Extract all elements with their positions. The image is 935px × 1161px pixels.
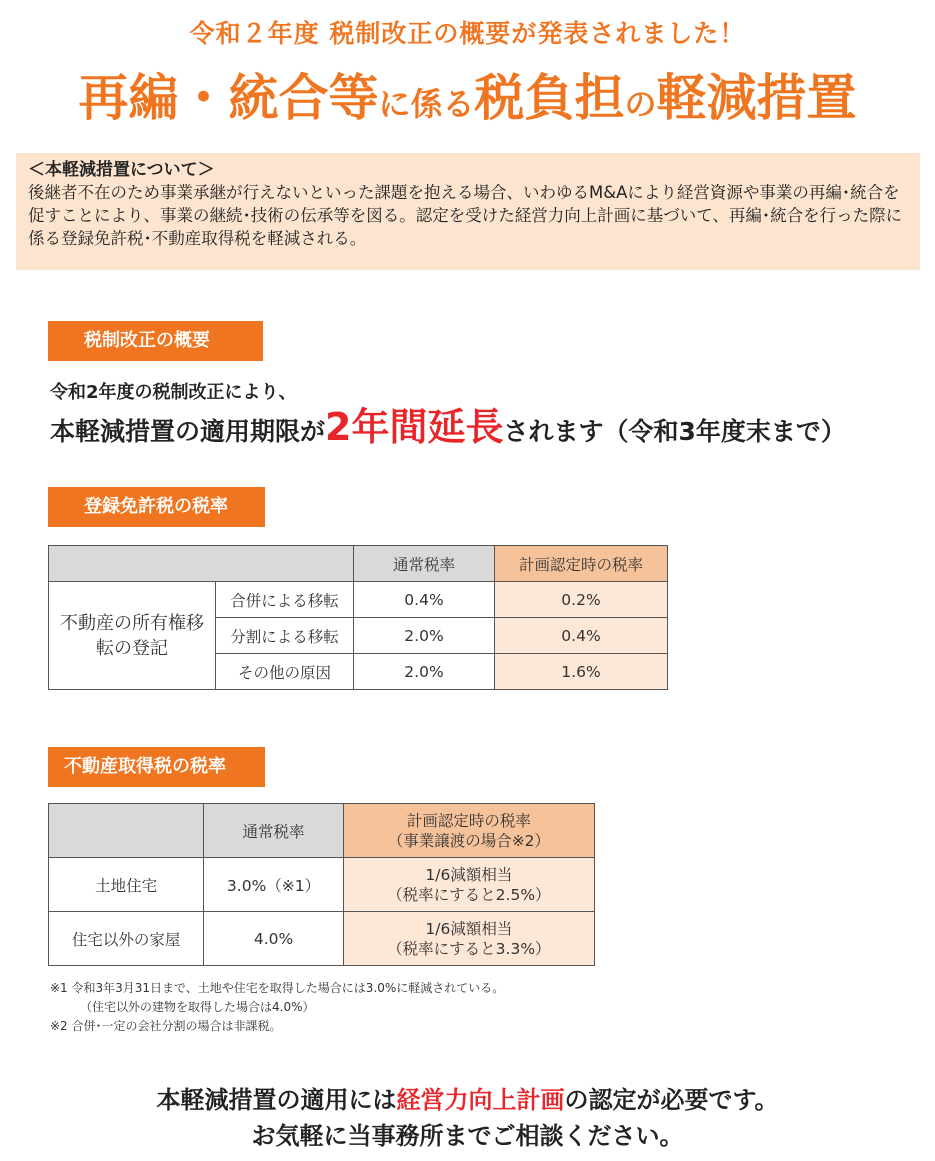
title-part1: 再編・統合等 bbox=[78, 69, 379, 127]
row-certified bbox=[343, 912, 594, 966]
title-part5: 軽減措置 bbox=[656, 69, 857, 127]
overview-highlight: 2年間延長 bbox=[325, 405, 504, 449]
closing-line1-pre: 本軽減措置の適用には bbox=[156, 1086, 397, 1114]
row-certified-line1: 1/6減額相当 bbox=[425, 865, 513, 884]
row-certified: 1.6% bbox=[495, 654, 668, 690]
overview-line2-post: されます（令和3年度末まで） bbox=[503, 417, 846, 446]
col-header-certified bbox=[343, 804, 594, 858]
table-row bbox=[49, 858, 595, 912]
closing-line1-post: の認定が必要です。 bbox=[564, 1086, 779, 1114]
row-name: 合併による移転 bbox=[216, 582, 354, 618]
registration-tax-table bbox=[48, 545, 668, 690]
row-certified bbox=[343, 858, 594, 912]
col-header-normal: 通常税率 bbox=[204, 804, 343, 858]
row-certified-line2: （税率にすると3.3%） bbox=[387, 939, 551, 958]
table-corner bbox=[49, 546, 354, 582]
closing-line2: お気軽に当事務所までご相談ください。 bbox=[251, 1122, 684, 1150]
table-row bbox=[49, 582, 668, 618]
about-body: 後継者不在のため事業承継が行えないといった課題を抱える場合、いわゆるM&Aにより経営資源や事業の再編･統合を促すことにより、事業の継続･技術の伝承等を図る。認定を受けた経営力向上計画に基づいて、再編･統合を行った際に係る登録免許税･不動産取得税を軽減される。 bbox=[28, 183, 903, 248]
page-title bbox=[0, 58, 935, 130]
about-title: ＜本軽減措置について＞ bbox=[28, 160, 215, 180]
row-name: その他の原因 bbox=[216, 654, 354, 690]
footnote-1: ※1 令和3年3月31日まで、土地や住宅を取得した場合には3.0%に軽減されている。 bbox=[50, 981, 505, 995]
section-label-registration-tax: 登録免許税の税率 bbox=[48, 487, 265, 527]
title-part3: 税負担 bbox=[474, 69, 625, 127]
row-normal: 3.0%（※1） bbox=[204, 858, 343, 912]
footnote-1b: （住宅以外の建物を取得した場合は4.0%） bbox=[80, 1000, 315, 1014]
row-name: 土地住宅 bbox=[49, 858, 204, 912]
kicker-text: 令和２年度 税制改正の概要が発表されました！ bbox=[189, 19, 746, 48]
row-normal: 4.0% bbox=[204, 912, 343, 966]
footnotes bbox=[50, 979, 504, 1036]
row-normal: 0.4% bbox=[354, 582, 495, 618]
overview-line1: 令和2年度の税制改正により、 bbox=[50, 382, 297, 403]
row-group-label: 不動産の所有権移転の登記 bbox=[49, 582, 216, 690]
title-part2: に係る bbox=[378, 85, 475, 123]
acquisition-tax-table bbox=[48, 803, 595, 966]
section-label-overview: 税制改正の概要 bbox=[48, 321, 263, 361]
row-certified-line2: （税率にすると2.5%） bbox=[387, 885, 551, 904]
row-certified: 0.2% bbox=[495, 582, 668, 618]
row-normal: 2.0% bbox=[354, 654, 495, 690]
closing-line1 bbox=[0, 1080, 935, 1115]
overview-line2 bbox=[50, 396, 846, 451]
footnote-2: ※2 合併･一定の会社分割の場合は非課税。 bbox=[50, 1019, 282, 1033]
row-name: 住宅以外の家屋 bbox=[49, 912, 204, 966]
col-header-certified: 計画認定時の税率 bbox=[495, 546, 668, 582]
title-part4: の bbox=[624, 85, 657, 123]
overview-line2-pre: 本軽減措置の適用期限が bbox=[50, 417, 326, 446]
table-row bbox=[49, 912, 595, 966]
row-name: 分割による移転 bbox=[216, 618, 354, 654]
closing-highlight: 経営力向上計画 bbox=[396, 1086, 565, 1114]
col-header-normal: 通常税率 bbox=[354, 546, 495, 582]
table-corner bbox=[49, 804, 204, 858]
row-normal: 2.0% bbox=[354, 618, 495, 654]
row-certified-line1: 1/6減額相当 bbox=[425, 919, 513, 938]
about-box bbox=[16, 153, 920, 270]
col-header-certified-line2: （事業譲渡の場合※2） bbox=[387, 831, 551, 850]
section-label-acquisition-tax: 不動産取得税の税率 bbox=[48, 747, 265, 787]
row-certified: 0.4% bbox=[495, 618, 668, 654]
col-header-certified-line1: 計画認定時の税率 bbox=[406, 811, 531, 830]
